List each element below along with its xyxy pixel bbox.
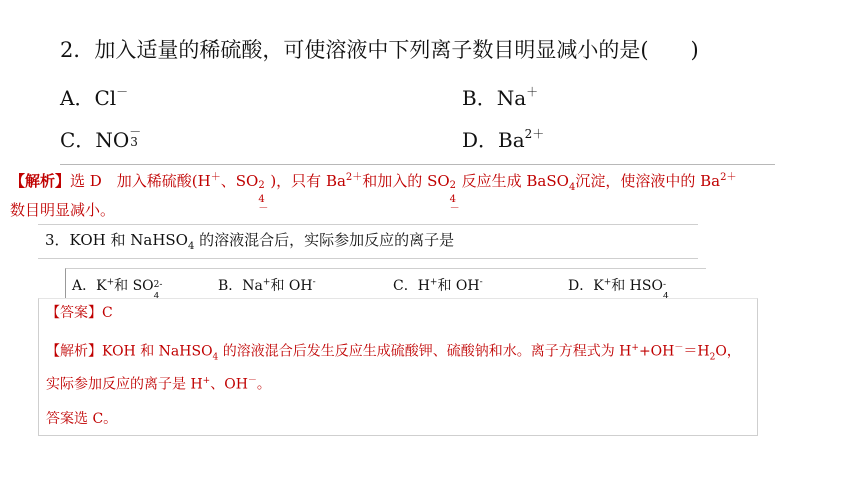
superscript: - xyxy=(479,277,483,288)
explanation-1 xyxy=(10,166,810,222)
subscript: 4 xyxy=(153,292,160,302)
q3-option-b[interactable] xyxy=(218,275,316,295)
subscript: 2 xyxy=(709,352,716,363)
option-d-letter: D． xyxy=(462,128,499,152)
explanation-tag: 【解析】 xyxy=(10,172,71,190)
superscript: + xyxy=(603,277,612,288)
option-a[interactable] xyxy=(60,82,128,111)
superscript: 2- xyxy=(153,280,163,290)
subscript: 4 xyxy=(258,194,265,205)
q3-option-c[interactable] xyxy=(393,275,483,295)
subscript: 4 xyxy=(212,352,219,363)
superscript: + xyxy=(106,277,115,288)
superscript: － xyxy=(247,376,257,386)
option-b-letter: B． xyxy=(462,86,497,110)
question-2-title: 2．加入适量的稀硫酸，可使溶液中下列离子数目明显减小的是( ) xyxy=(60,38,699,62)
divider-line xyxy=(38,258,698,259)
answer-explanation-line-2 xyxy=(46,373,271,394)
option-a-ion: Cl xyxy=(94,86,117,110)
option-text: 和 OH xyxy=(437,278,480,294)
option-b[interactable] xyxy=(462,82,538,111)
explanation-text: +OH xyxy=(638,343,675,360)
subscript: 4 xyxy=(449,194,457,205)
superscript: + xyxy=(631,343,639,353)
explanation-text: 实际参加反应的离子是 H xyxy=(46,376,203,393)
option-d[interactable] xyxy=(462,124,544,153)
option-text: A．K xyxy=(72,278,107,294)
divider-line xyxy=(38,224,698,225)
question-3-title xyxy=(45,229,454,252)
superscript: 2－ xyxy=(449,180,460,214)
explanation-text: 和加入的 SO xyxy=(362,172,450,190)
subscript: 4 xyxy=(187,241,195,252)
answer-conclusion: 答案选 C。 xyxy=(46,411,118,427)
explanation-text: 数目明显减小。 xyxy=(10,201,116,219)
explanation-text: 的溶液混合后发生反应生成硫酸钾、硫酸钠和水。离子方程式为 H xyxy=(218,343,632,360)
superscript: - xyxy=(312,277,316,288)
option-text: C．H xyxy=(393,278,430,294)
option-text: D．K xyxy=(568,278,604,294)
superscript: + xyxy=(429,277,438,288)
superscript: + xyxy=(202,376,211,386)
option-b-charge: ＋ xyxy=(526,85,539,99)
option-a-charge: － xyxy=(116,85,129,99)
superscript: 2＋ xyxy=(345,172,363,183)
explanation-text: 、SO xyxy=(220,172,259,190)
superscript: － xyxy=(674,343,684,353)
option-b-ion: Na xyxy=(496,86,527,110)
option-text: B．Na xyxy=(218,278,263,294)
divider-line xyxy=(60,164,775,165)
explanation-text: 选 D 加入稀硫酸(H xyxy=(70,172,211,190)
question-3-text: 的溶液混合后，实际参加反应的离子是 xyxy=(194,231,455,249)
explanation-text: 沉淀，使溶液中的 Ba xyxy=(575,172,721,190)
explanation-text: O， xyxy=(715,343,741,360)
option-c-charge: － xyxy=(129,125,142,139)
explanation-text: ＝H xyxy=(683,343,710,360)
superscript: + xyxy=(262,277,271,288)
answer-explanation-line-1 xyxy=(46,340,741,362)
superscript: - xyxy=(662,280,667,290)
subscript: 4 xyxy=(662,292,669,302)
q3-option-a[interactable] xyxy=(72,275,164,302)
explanation-text: 、OH xyxy=(210,376,248,393)
superscript: 2＋ xyxy=(720,172,737,183)
option-c-ion: NO xyxy=(95,128,130,152)
option-text: 和 OH xyxy=(270,278,313,294)
option-d-charge: 2＋ xyxy=(524,127,545,141)
q3-option-d[interactable] xyxy=(568,275,673,302)
explanation-text: 。 xyxy=(256,376,271,393)
question-3-options xyxy=(65,268,706,302)
explanation-text: )，只有 Ba xyxy=(270,172,346,190)
answer-box xyxy=(38,298,758,436)
superscript: 2－ xyxy=(258,180,269,214)
subscript: 4 xyxy=(568,182,576,193)
superscript: ＋ xyxy=(210,172,221,183)
option-a-letter: A． xyxy=(60,86,95,110)
option-text: 和 SO xyxy=(114,278,154,294)
explanation-tag: 【解析】 xyxy=(46,343,102,360)
answer-label: 【答案】C xyxy=(46,305,113,321)
question-3-text: 3．KOH 和 NaHSO xyxy=(45,231,188,249)
explanation-text: 反应生成 BaSO xyxy=(461,172,569,190)
option-c-subscript: 3 xyxy=(130,135,138,149)
option-c[interactable] xyxy=(60,124,142,153)
explanation-text: KOH 和 NaHSO xyxy=(102,343,213,360)
option-text: 和 HSO xyxy=(611,278,663,294)
option-d-ion: Ba xyxy=(498,128,525,152)
option-c-letter: C． xyxy=(60,128,96,152)
